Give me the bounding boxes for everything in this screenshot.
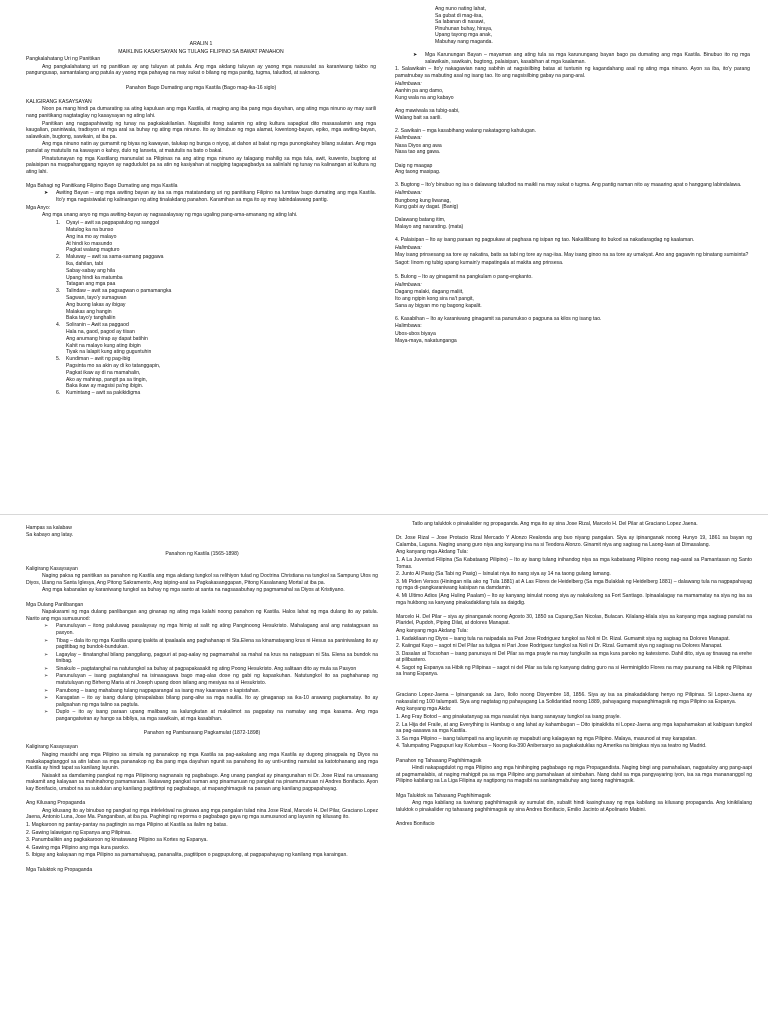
list-item-layunin: 3. Panumbalikin ang pagkakaroon ng kinatawang Pilipino sa Kortes ng Espanya. xyxy=(26,837,208,844)
paragraph-dulang: Napakarami ng mga dulang panlibangan ang ginanap ng ating mga kalahi noong panahon ng Kastila. Halos lahat ng mga dulang ito ay patula. Narito ang mga sumusunod: xyxy=(26,609,378,622)
heading-tahasang-paghihimagsik: Panahon ng Tahasang Paghihimagsik xyxy=(396,757,482,764)
halimbawa-label: Halimbawa: xyxy=(395,190,422,197)
bullet-karunungan-bayan: ➤ Mga Karunungan Bayan – mayaman ang ating tula sa mga karunungang bayan bago pa dumating ang mga Kastila. Binubuo ito ng mga salawikain, sawikain, bugtong, palaisipan, kasabihan at mga kaalaman. xyxy=(413,52,750,65)
list-item-dula: ➢ Karagatan – ito ay isang dulang ipinapalabas bilang pang-aliw sa mga naulila. Ito ay ginaganap sa ika-10 arawang pagkamatay. Ito ay paligsahan ng mga talino sa pagtula. xyxy=(44,695,378,708)
bullet-icon: ➢ xyxy=(44,695,49,702)
list-item-maluway: 2. Maluway – awit sa sama-samang paggawa xyxy=(56,253,164,260)
list-item-kumintang: 6. Kumintang – awit sa pakikidigma xyxy=(56,389,141,396)
list-item-talindaw: 3. Talindaw – awit sa pagsagwan o pamamangka xyxy=(56,287,172,294)
heading-panahon-kastila: Panahon ng Kastila (1565-1898) xyxy=(165,551,239,558)
heading-jaena-akda: Ang kanyang mga Akda: xyxy=(396,706,452,713)
list-item-layunin: 1. Magkaroon ng pantay-pantay na pagtingin sa mga Pilipino at Kastila sa ilalim ng batas. xyxy=(26,821,228,828)
example-bugtong-2: Dalawang batang itim, Malayo ang nararating. (mata) xyxy=(395,217,464,230)
paragraph-kaligirang-4: Pinatutunayan ng mga Kastilang manunulat sa Pilipinas na ang ating mga ninuno ay talagang mahilig sa mga tula, awit, kuwento, bugtong at palaisipan na magpahanggang ngayon ay nagdudulot pa sa atin ng kasiyahan at nagiging tagapagbadya sa salinlahi ng tunay na kalinangan at kultura ng ating lahi. xyxy=(26,155,376,175)
lesson-title: ARALIN 1 xyxy=(189,41,213,47)
list-item-akda: 3. Sa mga Pilipino – isang talumpati na ang layunin ay mapabuti ang kalagayan ng mga Pilipino. Malaya, masunod at may karapatan. xyxy=(396,735,697,742)
item-salawikain: 1. Salawikain – Ito'y nakagawian nang sabihin at nagsisilbing batas at tuntunin ng kagandahang asal ng ating mga ninuno. Ayon sa iba, ito'y parang pamatnubay sa mabuting asal ng isang tao. Ito ang nagsisilbing gabay na pang-aral. xyxy=(395,66,750,79)
list-item-dula: ➢ Duplo – ito ay isang paraan upang malibang sa kalungkutan at makalimot sa pagpatay na namatay ang mga kasama. Ang mga pangangatwiran ay hango sa bibliya, sa mga sawikain, at mga kasabihan. xyxy=(44,709,378,723)
list-item-akda: 3. Dasalan at Tocsohan – isang panunuya ni Del Pilar sa mga prayle na may tungkulin sa mga kura paroko ng katesismo. Dahil dito, siya ay tinawag na erehe at pilibustero. xyxy=(396,650,752,664)
list-item-akda: 4. Talumpating Pagpupuri kay Kolumbus – Noong ika-390 Anibersaryo sa pagkakatuklas ng Amerika na binigkas niya sa teatro ng Madrid. xyxy=(396,743,707,750)
verse-oyayi: Matulog ka na bunso Ang ina mo ay malayo At hindi ko masundo Pagkat walang magturo xyxy=(66,227,120,254)
arrow-bullet-icon: ➤ xyxy=(413,52,418,59)
example-palaisipan: May isang prinsesang sa tore ay nakatira, batis sa tabi ng tore ay nag-iisa. May isang ginoo na sa tore ay umakyat. Ano ang gagawin ng binatang sumisinta? xyxy=(395,252,749,259)
example-salawikain: Aanhin pa ang damo, Kung wala na ang kabayo xyxy=(395,88,454,101)
paragraph-kaligirang-3: Ang mga ninuno natin ay gumamit ng biyas ng kawayan, talukap ng bunga o niyog, at dahon at balat ng mga punongkahoy bilang sulatan. Ang mga panulat ay matutulis na kawayan o kahoy, dulo ng lanseta, at matutulis na bato o bakal. xyxy=(26,141,376,154)
verse-kasabihan-continued: Hampas sa kalabaw Sa kabayo ang latay. xyxy=(26,525,74,538)
heading-kaligirang-kasaysayan-2: Kaligirang Kasaysayan xyxy=(26,744,78,751)
heading-mga-anyo: Mga Anyo: xyxy=(26,204,51,211)
paragraph-rizal: Dr. Jose Rizal – Jose Protacio Rizal Mercado Y Alonzo Realonda ang buo niyang pangalan. Siya ay ipinanganak noong Hunyo 19, 1861 sa bayan ng Calamba, Laguna. Naging unang guro niya ang kanyang ina na si Teodora Alonzo. Ginamit niya ang sagisag na Laong-laan at Dimasalang. xyxy=(396,535,752,548)
paragraph-taluktok-paghihimagsik: Ang mga kabilang sa tuwirang paghihimagsik ay sumulat din, subalit hindi kasinghusay ng mga kabilang sa kilusang propaganda. Ang kinikilalang taluktok o pinakalider ng tahasang paghihimagsik ay sina Andres Bonifacio, Emilio Jacinto at Apolinario Mabini. xyxy=(396,800,752,813)
list-item-kundiman: 5. Kundiman – awit ng pag-ibig xyxy=(56,355,131,362)
item-palaisipan: 4. Palaisipan – Ito ay isang paraan ng pagpukaw at paghasa ng isipan ng tao. Nakalilibang ito bukod sa nakadaragdag ng kaalaman. xyxy=(395,237,695,244)
item-bulong: 5. Bulong – Ito ay ginagamit na pangkulam o pang-engkanto. xyxy=(395,274,533,281)
list-item-akda: 2. La Hija del Fraile, at ang Everything is Hambug o ang lahat ay kahambugan – Dito ipinakikita ni Lopez-Jaena ang mga kapahamakan at kabiguan tungkol sa pag-aasawa sa mga Kastila. xyxy=(396,721,752,735)
example-sawikain: Nasa Diyos ang awa Nasa tao ang gawa. xyxy=(395,142,442,156)
bullet-icon: ➢ xyxy=(44,709,49,716)
bullet-icon: ➢ xyxy=(44,687,49,694)
list-item-akda: 1. Ang Fray Botod – ang pinakatanyag sa mga nasulat niya isang sanaysay tungkol sa isang prayle. xyxy=(396,714,621,721)
example-salawikain-2: Ang mawiwala sa tubig-sabi, Walang bait sa sarili. xyxy=(395,107,460,121)
paragraph-del-pilar: Marcelo H. Del Pilar – siya ay pinanganak noong Agosto 30, 1850 sa Cupang,San Nicolas, Bulacan. Kilalang-kilala siya sa kanyang mga sagisag panulat na Plaridel, Pupdoh, Piping Dilat, at dolores Manapat. xyxy=(396,613,752,627)
list-item-dula: ➢ Panunuluyan – itong paluluwag pasalaysay ng mga himig at salit ng ating Panginoong Hesukristo. Mahalagang aral ang natatagpuan sa paxyon. xyxy=(44,623,378,636)
arrow-bullet-icon: ➤ xyxy=(44,190,49,197)
heading-pambansang-pagkamulat: Panahon ng Pambansang Pagkamulat (1872-1898) xyxy=(143,730,261,737)
page1-right-column xyxy=(395,6,750,344)
list-item-akda: 4. Sagot ng Espanya sa Hibik ng Pilipinas – sagot ni del Pilar sa tula ng kanyang dating guro na si Herminigildo Flores na may paunang na Hibik ng Pilipinas sa Inang Espanya. xyxy=(396,664,752,678)
bullet-icon: ➢ xyxy=(44,673,49,680)
paragraph-taluktok-intro: Tatlo ang taluktok o pinakalider ng propaganda. Ang mga ito ay sina Jose Rizal, Marcelo H. Del Pilar at Graciano Lopez Jaena. xyxy=(412,521,698,527)
paragraph-lopez-jaena: Graciano Lopez-Jaena – Ipinanganak sa Jaro, Iloilo noong Disyembre 18, 1856. Siya ay isa sa pinakadakilang henyo ng Pilipinas. Si Lopez-Jaena ay nakasulat ng 100 talumpati. Siya ang nagtatag ng pahayagang La Solidaridad noong 1889, pahayagang mapanghimagsik ng mga Pilipino sa Espanya. xyxy=(396,692,752,705)
bullet-icon: ➢ xyxy=(44,623,49,630)
list-item-dula: ➢ Lagaylay – itinatanghal bilang panggilang, pagpuri at pag-aalay ng pagmamahal sa mahal na krus na natagpuan ni Sta. Elena sa bundok na tinibag. xyxy=(44,651,378,665)
list-item-dula: ➢ Tibag – dala ito ng mga Kastila upang ipakita at ipaalaala ang paghahanap ni Sta.Elena sa kinamatayang krus ni Hesus sa paniniwalang ito ay pagtitibag ng bundok-bundukan. xyxy=(44,637,378,651)
paragraph-kastila-1: Naging paksa ng panitikan sa panahon ng Kastila ang mga akdang tungkol sa relihiyon tulad ng Doctrina Christiana na tungkol sa Sampung Utos ng Diyos, Ulang na Santa Iglesya, Ang Pitong Sakramento, Ang isiping-aral sa Pagkakasanggapan, Pitong Kasalanang Mortal at iba pa. xyxy=(26,573,378,586)
halimbawa-label: Halimbawa: xyxy=(395,80,422,87)
verse-talindaw: Sagwan, tayo'y sumagwan Ang buong lakas ay ibigay Malakas ang hangin Baka tayo'y tanghaliin xyxy=(66,295,127,322)
item-sawikain: 2. Sawikain – mga kasabihang walang nakatagong kahulugan. xyxy=(395,127,537,134)
list-item-akda: 1. Kadakilaan ng Diyos – isang tula na naipadala sa Pari Jose Rodriguez tungkol sa Noli ni Dr. Rizal. Gumamit siya ng sagisag na Dolores Manapat. xyxy=(396,635,730,642)
page2-right-column xyxy=(396,521,752,829)
paragraph-kaligirang-1: Noon pa mang hindi pa dumarating sa ating kapuluan ang mga Kastila, at maging ang iba pang mga dayuhan, ang ating mga ninuno ay may sarili nang panitikang nagtataglay ng kasaysayan ng ating lahi. xyxy=(26,106,376,119)
bullet-icon: ➢ xyxy=(44,665,49,672)
verse-kumintang: Ang nuno nating lahat, Sa gubat di mag-iisa, Sa labanan di nasawi, Pinuhunan buhay, hiraya, Upang tayong mga anak, Mabuhay nang maganda. xyxy=(435,6,493,45)
paragraph-anyo: Ang mga unang anyo ng mga awiting-bayan ay nagsasalaysay ng mga ugaling pang-ama-amanang ng ating lahi. xyxy=(42,212,298,219)
heading-kilusang-propaganda: Ang Kilusang Propaganda xyxy=(26,800,86,807)
item-kasabihan: 6. Kasabihan – Ito ay karaniwang ginagamit sa panunukso o pagpuna sa kilos ng isang tao. xyxy=(395,315,602,322)
halimbawa-label: Halimbawa: xyxy=(395,323,422,330)
verse-kundiman: Pagsinta mo sa akin ay di ko tatanggapin, Pagkat ikaw ay di na mamahalin, Ako ay mahirap, pangit pa sa tingin, Baka ikaw ay magsisi pa'ng ibigin. xyxy=(66,363,161,390)
list-item-oyayi: 1. Oyayi – awit sa pagpapatulog ng sanggol xyxy=(56,219,160,226)
list-item-soliranin: 4. Soliranin – Awit sa paggaod xyxy=(56,321,129,328)
verse-maluway: Ika, dahilan, tabi Sabay-sabay ang hila Upang hindi ka matumba Tatagan ang mga paa xyxy=(66,261,123,288)
heading-kaligirang-kasaysayan: KALIGIRANG KASAYSAYAN xyxy=(26,98,92,105)
page2-left-column xyxy=(26,525,378,874)
paragraph-pagkamulat-1: Naging masidhi ang mga Pilipino sa simula ng pananakop ng mga Kastila sa pag-aakalang ang mga Kastila ay dugong pinagpala ng Diyos na makakapagtanggol sa atin laban sa mga pananakop ng iba pang mga dayuhan ngunit sa panahong ito ay unti-unting namulat sa katotohanang ang mga Kastila ay hindi tapat sa kanilang layunin. xyxy=(26,752,378,772)
list-item-dula: ➢ Panubong – isang mahabang tulang nagpaparangal sa isang may kaarawan o kapistahan. xyxy=(44,687,260,694)
item-bugtong: 3. Bugtong – Ito'y binubuo ng isa o dalawang taludtod na maikli na may sukat o tugma. Ang pantig naman nito ay maaaring apat o hanggang labindalawa. xyxy=(395,182,742,189)
document-page-2 xyxy=(0,514,768,1025)
paragraph-kastila-2: Ang mga kabanalan ay karaniwang tungkol sa buhay ng mga santo at santa na nagsasabuhay ng pagmamahal sa Diyos at Kristiyano. xyxy=(42,587,345,594)
heading-mga-bahagi: Mga Bahagi ng Panitikang Filipino Bago Dumating ang mga Kastila xyxy=(26,182,178,189)
lesson-subtitle: MAIKLING KASAYSAYAN NG TULANG FILIPINO SA BAWAT PANAHON xyxy=(118,48,284,55)
paragraph-kilusang: Ang kilusang ito ay binubuo ng pangkat ng mga intelektwal na ginawa ang mga pangalan tulad nina Jose Rizal, Marcelo H. Del Pilar, Graciano Lopez Jaena, Antonio Luna, Jose Ma. Panganiban, at iba pa. Paghingi ng reporma o pagbabago gaya ng mga sumusunod ang layunin ng kilusang ito. xyxy=(26,807,378,821)
halimbawa-label: Halimbawa: xyxy=(395,281,422,288)
paragraph-tahasang: Hindi nakapagdulot ng mga Pilipino ang mga hinihinging pagbabago ng mga Propagandista. Naging bingi ang pamahalaan, nagpatuloy ang pang-aapi at pagmamalabis, at naging mahigpit pa sa mga Pilipino ang pamahalaan at simbahan. Nang dahil sa mga pangyayaring iyon, isa sa mga manananggol ng Pilipino kabilang sa La Liga Filipina ay nagtipong na magsibi na sanlangmabuhay ang taong naghimagsik. xyxy=(396,765,752,785)
list-item-dula: ➢ Panunuluyan – isang pagtatanghal na isinasagawa bago mag-alas dose ng gabi ng kapaskuhan. Natutungkol ito sa paghahanap ng matutuluyan ng Birheng Maria at ni Joseph upang doon isilang ang mesiyas na si Hesukristo. xyxy=(44,673,378,687)
halimbawa-label: Halimbawa: xyxy=(395,135,422,142)
heading-pilar-akda: Ang kanyang mga Akdang Tula: xyxy=(396,627,468,634)
list-item-akda: 3. Mi Piden Versos (Hiningan nila ako ng Tula 1881) at A Las Flores de Heidelberg (Sa mga Bulaklak ng Heidelberg 1881) – dalawang tula na nagpapahayag ng mga di-pangkaraniwang kaisipan na damdamin. xyxy=(396,578,752,592)
example-kasabihan: Ubos-ubos biyaya Maya-maya, nakatunganga xyxy=(395,330,457,344)
verse-soliranin: Hala na, gaod, pagod ay tiisan Ang anumang hirap ay dapat batihin Kahit na malayo kung ating ibigin Tiyak na lalapit kung ating guguntuhin xyxy=(66,329,152,356)
list-item-layunin: 2. Gawing lalawigan ng Espanya ang Pilipinas. xyxy=(26,829,132,836)
heading-pangkalahatang: Pangkalahatang Uri ng Panitikan xyxy=(26,56,101,63)
heading-taluktok-paghihimagsik: Mga Taluktok sa Tahasang Paghihimagsik xyxy=(396,792,491,799)
example-sawikain-2: Daig ng maagap Ang taong masipag. xyxy=(395,162,441,176)
heading-dulang-panlibangan: Mga Dulang Panlibangan xyxy=(26,601,84,608)
heading-taluktok-propaganda: Mga Taluktok ng Propaganda xyxy=(26,866,93,873)
halimbawa-label: Halimbawa: xyxy=(395,244,422,251)
paragraph-pangkalahatang: Ang pangkalahatang uri ng panitikan ay ang tuluyan at patula. Ang mga akdang tuluyan ay yaong mga nasusulat sa karaniwang takbo ng pangungusap, samantalang ang patula ay yaong mga pahayag na may sukat o bilang ng mga pantig, tugma, taludtod, at saknong. xyxy=(26,63,376,77)
list-item-dula: ➢ Sinakulo – pagtatanghal na natutungkol sa buhay at pagpapakasakit ng ating Poong Hesukristo. Ang salitaan dito ay mula sa Pasyon xyxy=(44,665,357,672)
heading-panahon-bago-kastila: Panahon Bago Dumating ang mga Kastila (Bago mag-ika-16 siglo) xyxy=(125,84,277,91)
example-palaisipan-answer: Sagot: Iinom ng tubig upang kumain'y mapatingala at makita ang prinsesa. xyxy=(395,259,564,266)
bullet-icon: ➢ xyxy=(44,637,49,644)
bullet-icon: ➢ xyxy=(44,651,49,658)
example-bulong: Dagang malaki, dagang maliit, Ito ang ngipin kong sira na't pangit, Sana ay bigyan mo ng bagong kapalit. xyxy=(395,289,482,309)
list-item-layunin: 5. Ibigay ang kalayaan ng mga Pilipino sa pamamahayag, pananalita, pagtitipon o pagpupulong, at pagpapahayag ng kanilang mga karaingan. xyxy=(26,852,348,859)
heading-andres-bonifacio: Andres Bonifacio xyxy=(396,820,435,827)
list-item-akda: 2. Junto Al Pasig (Sa Tabi ng Pasig) – Isinulat niya ito nang siya ay 14 na taong gulang lamang. xyxy=(396,571,611,578)
list-item-layunin: 4. Gawing mga Pilipino ang mga kura paroko. xyxy=(26,844,130,851)
bullet-awiting-bayan: ➤ Awiting Bayan – ang mga awiting bayan ay isa sa mga matatandang uri ng panitikang Filipino na lumitaw bago dumating ang mga Kastila. Ito'y mga nagsisiwalat ng kalinangan ng ating tinalakdang panahon. Karamihan sa mga ito ay may labindalawang pantig. xyxy=(44,190,376,204)
heading-rizal-akda: Ang kanyang mga Akdang Tula: xyxy=(396,549,468,556)
list-item-akda: 1. A La Juventud Filipina (Sa Kabataang Pilipino) – Ito ay isang tulang inihandog niya sa mga kabataang Pilipino noong nag-aaral sa Pamantasan ng Santo Tomas. xyxy=(396,556,752,570)
heading-kaligirang-kasaysayan: Kaligirang Kasaysayan xyxy=(26,565,78,572)
paragraph-kaligirang-2: Panitikan ang nagpapahiwatig ng tunay na pagkakakilanlan. Nagsisilbi itong salamin ng ating kultura sapagkat dito masasalamin ang mga kaugalian, paniniwala, tradisyon at mga aral sa buhay ng ating mga ninuno. Ito ay binubuo ng mga alamat, kwentong-bayan, epiko, mga awiting-bayan, salawikain, bugtong, sawikain, at iba pa. xyxy=(26,120,376,140)
list-item-akda: 2. Kaiingat Kayo – sagot ni Del Pilar sa tuligsa ni Pari Jose Rodriguez tungkol sa Noli ni Dr. Rizal. Gumamit siya ng sagisag na Dolores Manapat. xyxy=(396,643,723,650)
page1-left-column xyxy=(26,41,376,397)
paragraph-pagkamulat-2: Naisakit sa damdaming pangkat ng mga Pilipinong nagnanais ng pagbabago. Ang unang pangkat ay pinangunahan ni Dr. Jose Rizal na umaasang makamit ang kalayaan sa mahinahong pamamaraan. Ikalawang pangkat naman ang pinamunuan ng pangkat na pinamumunuan ni Andres Bonifacio. Ayon kay Bonifacio, umabot na sa sukdulan ang kanilang pagtitimpi ng pagbabago, at mapanghimagsik na paraan ang kanilang pagpapahayag. xyxy=(26,772,378,792)
example-bugtong: Bungbong kung liwanag, Kung gabi ay dagat. (Banig) xyxy=(395,197,459,211)
list-item-akda: 4. Mi Ultimo Adios (Ang Huling Paalam) – Ito ay kanyang isinulat noong siya ay nakakulong sa Fort Santiago. Ipinaalalagay na mamamatay na siya ng isa sa mga hukbong sa kanyang pinakadakilang tula sa daigdig. xyxy=(396,592,752,606)
